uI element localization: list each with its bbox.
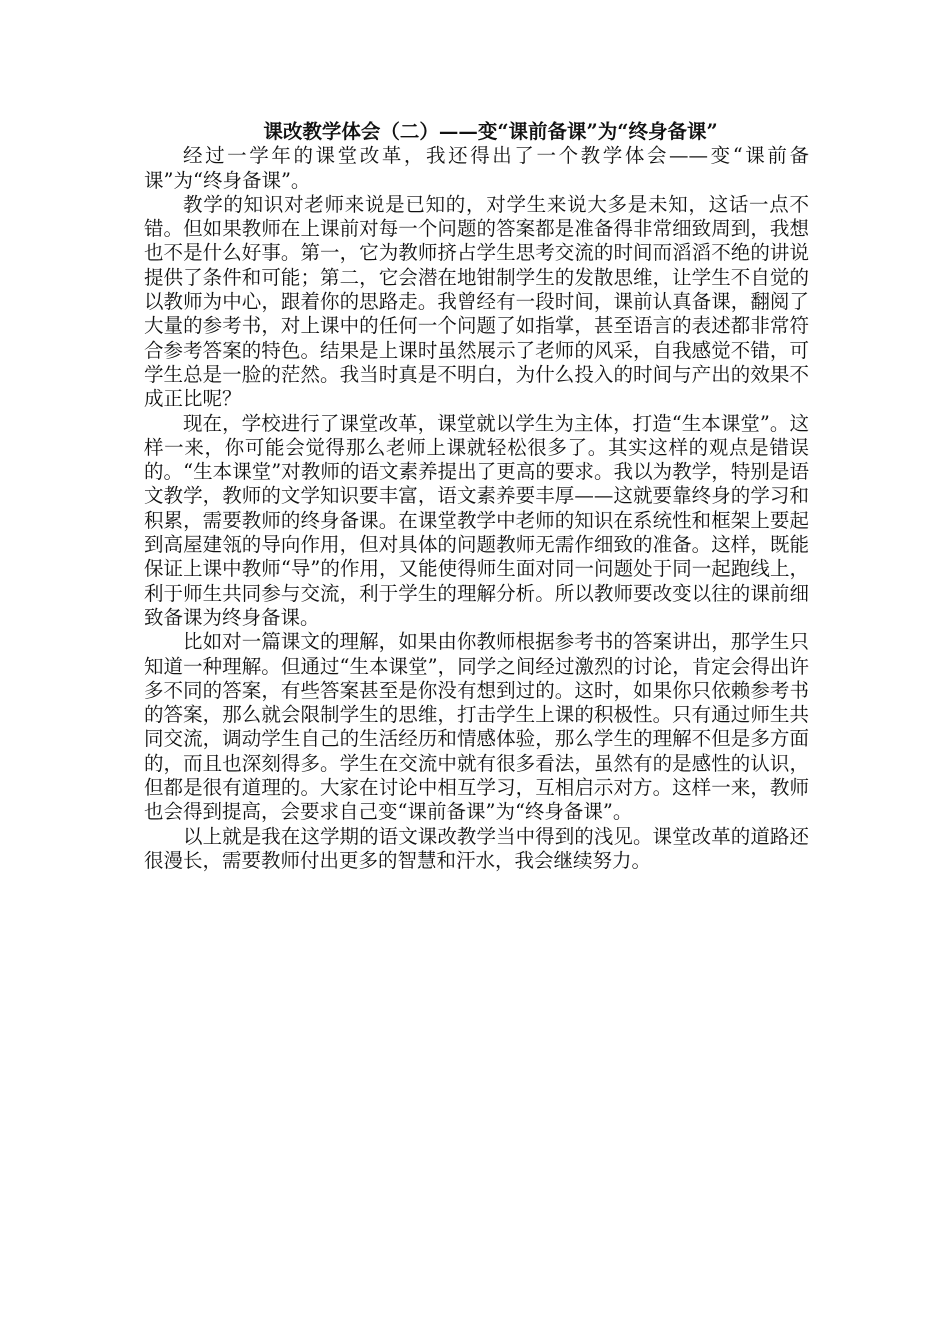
document-page <box>144 120 809 873</box>
document-title: 课改教学体会（二）——变“课前备课”为“终身备课” <box>263 120 718 143</box>
paragraph-5: 以上就是我在这学期的语文课改教学当中得到的浅见。课堂改革的道路还很漫长，需要教师付出更多的智慧和汗水，我会继续努力。 <box>144 824 809 872</box>
paragraph-3: 现在，学校进行了课堂改革，课堂就以学生为主体，打造“生本课堂”。这样一来，你可能会觉得那么老师上课就轻松很多了。其实这样的观点是错误的。“生本课堂”对教师的语文素养提出了更高的要求。我以为教学，特别是语文教学，教师的文学知识要丰富，语文素养要丰厚——这就要靠终身的学习和积累，需要教师的终身备课。在课堂教学中老师的知识在系统性和框架上要起到高屋建瓴的导向作用，但对具体的问题教师无需作细致的准备。这样，既能保证上课中教师“导”的作用，又能使得师生面对同一问题处于同一起跑线上，利于师生共同参与交流，利于学生的理解分析。所以教师要改变以往的课前细致备课为终身备课。 <box>144 411 809 629</box>
paragraph-2: 教学的知识对老师来说是已知的，对学生来说大多是未知，这话一点不错。但如果教师在上课前对每一个问题的答案都是准备得非常细致周到，我想也不是什么好事。第一，它为教师挤占学生思考交流的时间而滔滔不绝的讲说提供了条件和可能；第二，它会潜在地钳制学生的发散思维，让学生不自觉的以教师为中心，跟着你的思路走。我曾经有一段时间，课前认真备课，翻阅了大量的参考书，对上课中的任何一个问题了如指掌，甚至语言的表述都非常符合参考答案的特色。结果是上课时虽然展示了老师的风采，自我感觉不错，可学生总是一脸的茫然。我当时真是不明白，为什么投入的时间与产出的效果不成正比呢？ <box>144 192 809 411</box>
paragraph-1: 经过一学年的课堂改革，我还得出了一个教学体会——变“课前备课”为“终身备课”。 <box>144 144 809 192</box>
paragraph-4: 比如对一篇课文的理解，如果由你教师根据参考书的答案讲出，那学生只知道一种理解。但通过“生本课堂”，同学之间经过激烈的讨论，肯定会得出许多不同的答案，有些答案甚至是你没有想到过的。这时，如果你只依赖参考书的答案，那么就会限制学生的思维，打击学生上课的积极性。只有通过师生共同交流，调动学生自己的生活经历和情感体验，那么学生的理解不但是多方面的，而且也深刻得多。学生在交流中就有很多看法，虽然有的是感性的认识，但都是很有道理的。大家在讨论中相互学习，互相启示对方。这样一来，教师也会得到提高，会要求自己变“课前备课”为“终身备课”。 <box>144 630 809 824</box>
